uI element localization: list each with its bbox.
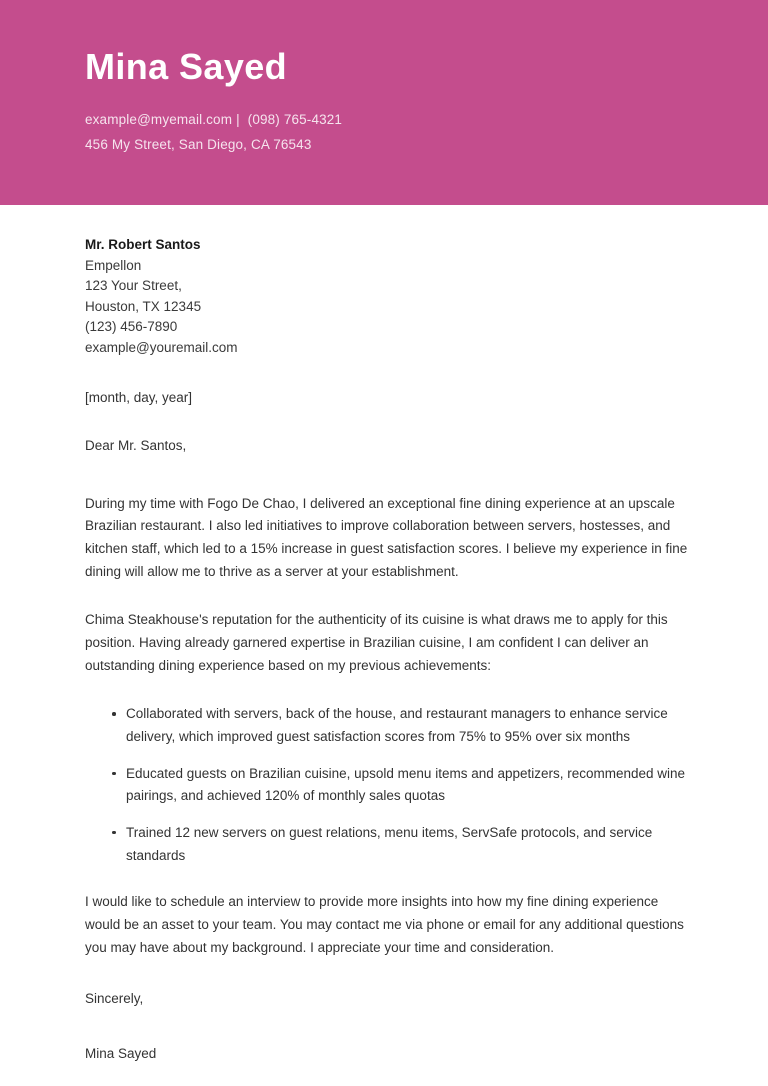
letter-header: [0, 0, 768, 205]
applicant-phone: (098) 765-4321: [247, 112, 343, 128]
recipient-phone: (123) 456-7890: [85, 319, 178, 335]
recipient-block: [85, 235, 692, 358]
recipient-city-state-zip: Houston, TX 12345: [85, 298, 202, 314]
letter-closing-paragraph: I would like to schedule an interview to provide more insights into how my fine dining experience would be an asset to your team. You may contact me via phone or email for any additional questions you may have about my background. I appreciate your time and consideration.: [85, 894, 684, 955]
achievement-item: Educated guests on Brazilian cuisine, upsold menu items and appetizers, recommended wine pairings, and achieved 120% of monthly sales quotas: [112, 763, 692, 808]
applicant-contact-row: [85, 108, 768, 133]
applicant-email: example@myemail.com: [85, 112, 233, 128]
applicant-address: 456 My Street, San Diego, CA 76543: [85, 137, 312, 153]
contact-separator: |: [236, 112, 240, 128]
recipient-company: Empellon: [85, 257, 142, 273]
achievement-item: Trained 12 new servers on guest relations, menu items, ServSafe protocols, and service standards: [112, 822, 692, 867]
letter-body: [0, 205, 692, 1064]
letter-paragraph-2: Chima Steakhouse's reputation for the authenticity of its cuisine is what draws me to apply for this position. Having already garnered expertise in Brazilian cuisine, I am confident I can deliver an outstanding dining experience based on my previous achievements:: [85, 612, 668, 673]
letter-signature: Mina Sayed: [85, 1045, 157, 1061]
applicant-name: Mina Sayed: [85, 45, 288, 87]
recipient-email: example@youremail.com: [85, 339, 238, 355]
recipient-street: 123 Your Street,: [85, 278, 182, 294]
recipient-name: Mr. Robert Santos: [85, 237, 201, 252]
achievements-list: [85, 703, 692, 867]
achievement-item: Collaborated with servers, back of the house, and restaurant managers to enhance service delivery, which improved guest satisfaction scores from 75% to 95% over six months: [112, 703, 692, 748]
letter-salutation: Dear Mr. Santos,: [85, 438, 187, 454]
letter-signoff: Sincerely,: [85, 991, 144, 1007]
letter-paragraph-1: During my time with Fogo De Chao, I delivered an exceptional fine dining experience at an upscale Brazilian restaurant. I also led initiatives to improve collaboration between servers, hostesses, and kitchen staff, which led to a 15% increase in guest satisfaction scores. I believe my experience in fine dining will allow me to thrive as a server at your establishment.: [85, 495, 688, 579]
letter-date: [month, day, year]: [85, 390, 193, 406]
